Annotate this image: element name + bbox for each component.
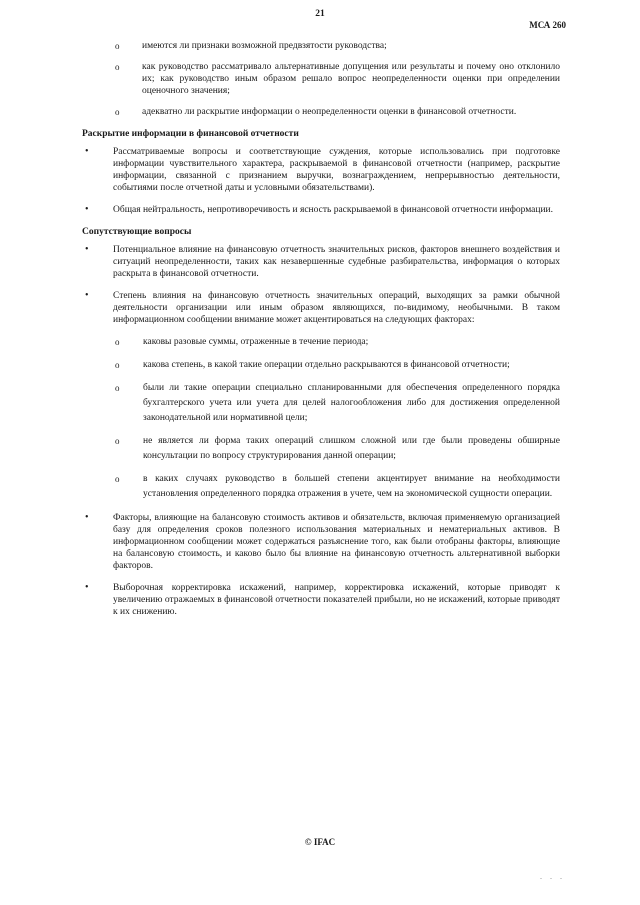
document-code: МСА 260 (529, 20, 566, 30)
top-sub-list (82, 40, 560, 118)
scan-artifact-dots: . . . (540, 872, 565, 881)
list-item: o адекватно ли раскрытие информации о неопределенности оценки в финансовой отчетности. (142, 106, 560, 118)
sub-list-item: o не является ли форма таких операций слишком сложной или где были проведены обширные консультации по вопросу структурирования данной операции; (143, 434, 560, 464)
list-item: o как руководство рассматривало альтернативные допущения или результаты и почему оно отклонило их; как руководство иным образом решало вопрос неопределенности оценки при определении оценочного значения; (142, 61, 560, 97)
related-matters-list (82, 244, 560, 618)
sub-list-item: o были ли такие операции специально спланированными для обеспечения определенного порядка бухгалтерского учета или учета для целей налогообложения либо для достижения определенной законодательной или нормативной цели; (143, 381, 560, 426)
disclosure-list (82, 146, 560, 216)
page-number: 21 (315, 9, 325, 19)
footer-copyright: © IFAC (304, 837, 336, 847)
page-content (82, 40, 560, 628)
list-item-text: • Степень влияния на финансовую отчетность значительных операций, выходящих за рамки обычной деятельности организации или иным образом являющихся, по-видимому, необычными. В таком информационном сообщении внимание может акцентироваться на следующих факторах: (113, 291, 560, 325)
section-heading-related-matters: Сопутствующие вопросы (82, 227, 192, 237)
list-item: o имеются ли признаки возможной предвзятости руководства; (142, 40, 560, 52)
sub-list-item: o каковы разовые суммы, отраженные в течение периода; (143, 335, 560, 350)
list-item: • Общая нейтральность, непротиворечивость и ясность раскрываемой в финансовой отчетности информации. (113, 204, 560, 216)
sub-list-item: o какова степень, в какой такие операции отдельно раскрываются в финансовой отчетности; (143, 358, 560, 373)
list-item: • Потенциальное влияние на финансовую отчетность значительных рисков, факторов внешнего воздействия и ситуаций неопределенности, таких как незавершенные судебные разбирательства, информация о которых раскрыта в финансовой отчетности. (113, 244, 560, 280)
list-item: • Рассматриваемые вопросы и соответствующие суждения, которые использовались при подготовке информации чувствительного характера, раскрываемой в финансовой отчетности (например, раскрытие информации, связанной с признанием выручки, вознаграждением, непрерывностью деятельности, событиями после отчетной даты и условными обязательствами). (113, 146, 560, 194)
list-item: • Выборочная корректировка искажений, например, корректировка искажений, которые приводят к увеличению отражаемых в финансовой отчетности показателей прибыли, но не искажений, которые приводят к их снижению. (113, 582, 560, 618)
list-item (113, 290, 560, 502)
list-item: • Факторы, влияющие на балансовую стоимость активов и обязательств, включая применяемую организацией базу для определения сроков полезного использования материальных и нематериальных активов. В информационном сообщении может содержаться разъяснение того, как были отобраны факторы, влияющие на балансовую стоимость, и каково было бы влияние на финансовую отчетность альтернативной выборки факторов. (113, 512, 560, 572)
sub-list-item: o в каких случаях руководство в большей степени акцентирует внимание на необходимости установления определенного порядка отражения в учете, чем на экономической сущности операции. (143, 472, 560, 502)
section-heading-disclosure: Раскрытие информации в финансовой отчетности (82, 129, 299, 139)
nested-sub-list (113, 335, 560, 502)
